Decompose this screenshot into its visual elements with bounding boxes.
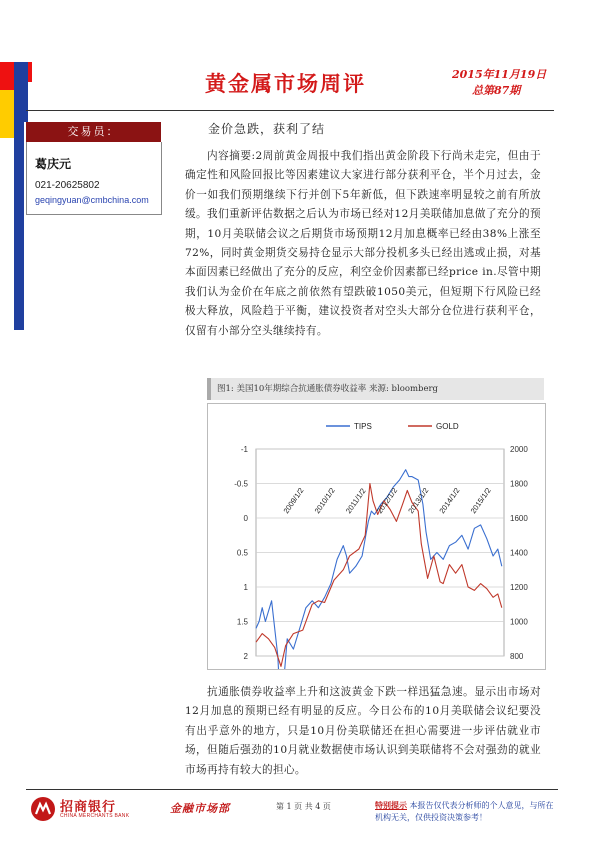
x-tick-label: 2009/1/2 — [281, 486, 306, 516]
header-divider — [26, 110, 554, 111]
footer-divider — [26, 789, 558, 790]
x-tick-label: 2015/1/2 — [468, 486, 493, 516]
bank-logo-text: 招商银行 — [60, 800, 117, 815]
figure-caption: 图1: 美国10年期综合抗通胀债券收益率 来源: bloomberg — [207, 378, 544, 400]
y-right-tick-label: 1400 — [510, 548, 528, 558]
y-right-tick-label: 800 — [510, 652, 524, 661]
department-name: 金融市场部 — [170, 802, 230, 815]
disclaimer-text: 本报告仅代表分析师的个人意见，与所在机构无关，仅供投资决策参考！ — [375, 801, 554, 822]
x-tick-label: 2013/1/2 — [406, 486, 431, 516]
y-left-tick-label: 1 — [243, 583, 248, 592]
trader-email[interactable]: geqingyuan@cmbchina.com — [35, 195, 149, 205]
x-tick-label: 2014/1/2 — [437, 486, 462, 516]
report-date: 2015年11月19日 — [452, 68, 547, 81]
x-tick-label: 2010/1/2 — [312, 486, 337, 516]
x-tick-label: 2012/1/2 — [375, 486, 400, 516]
page-number: 第 1 页 共 4 页 — [276, 802, 331, 811]
disclaimer-label[interactable]: 特别提示 — [375, 800, 407, 810]
y-right-tick-label: 2000 — [510, 445, 528, 454]
decor-blue-stripe — [14, 62, 24, 330]
y-left-tick-label: 2 — [243, 652, 248, 661]
report-title: 黄金属市场周评 — [205, 71, 366, 96]
y-left-tick-label: 0 — [243, 514, 248, 523]
trader-phone: 021-20625802 — [35, 180, 100, 191]
bank-logo-subtext: CHINA MERCHANTS BANK — [60, 813, 130, 819]
trader-label: 交易员： — [26, 122, 161, 142]
y-right-tick-label: 1000 — [510, 617, 528, 627]
y-right-tick-label: 1600 — [510, 514, 528, 523]
y-left-tick-label: -0.5 — [234, 479, 248, 489]
report-issue: 总第87期 — [472, 84, 521, 97]
y-right-tick-label: 1800 — [510, 479, 528, 489]
disclaimer — [375, 799, 555, 824]
chart-frame — [207, 403, 546, 670]
y-left-tick-label: 0.5 — [236, 548, 248, 558]
article-headline: 金价急跌，获利了结 — [208, 122, 326, 136]
y-left-tick-label: 1.5 — [236, 617, 248, 627]
chart — [208, 404, 545, 669]
legend-label-tips: TIPS — [354, 422, 372, 431]
x-tick-label: 2011/1/2 — [343, 486, 368, 516]
y-left-tick-label: -1 — [240, 445, 248, 454]
article-summary: 内容摘要:2周前黄金周报中我们指出黄金阶段下行尚未走完，但由于确定性和风险回报比等因素建议大家进行部分获利平仓，半个月过去，金价一如我们预期继续下行并创下5年新低，但下跌速率明显较之前有所放缓。我们重新评估数据之后认为市场已经对12月美联储加息做了充分的预期，10月美联储会议之后期货市场预期12月加息概率已经由38%上涨至72%，同时黄金期货交易持仓显示大部分投机多头已经出逃或止损，对基本面因素已经做出了充分的反应，利空金价因素都已经price in.尽管中期我们认为金价在年底之前依然有望跌破1050美元，但短期下行风险已经极大释放，风险趋于平衡，建议投资者对空头大部分仓位进行获利平仓，仅留有小部分空头继续持有。 — [185, 150, 541, 337]
y-right-tick-label: 1200 — [510, 583, 528, 592]
trader-name: 葛庆元 — [35, 157, 72, 171]
bank-logo-icon — [30, 796, 56, 822]
decor-red-stripe — [28, 62, 32, 82]
article-paragraph-2: 抗通胀债券收益率上升和这波黄金下跌一样迅猛急速。显示出市场对12月加息的预期已经有明显的反应。今日公布的10月美联储会议纪要没有出乎意外的地方，只是10月份美联储还在担心需要进一步评估就业市场，但随后强劲的10月就业数据使市场认识到美联储将不会对强劲的就业市场再持有较大的担心。 — [185, 686, 541, 776]
legend-label-gold: GOLD — [436, 422, 459, 431]
